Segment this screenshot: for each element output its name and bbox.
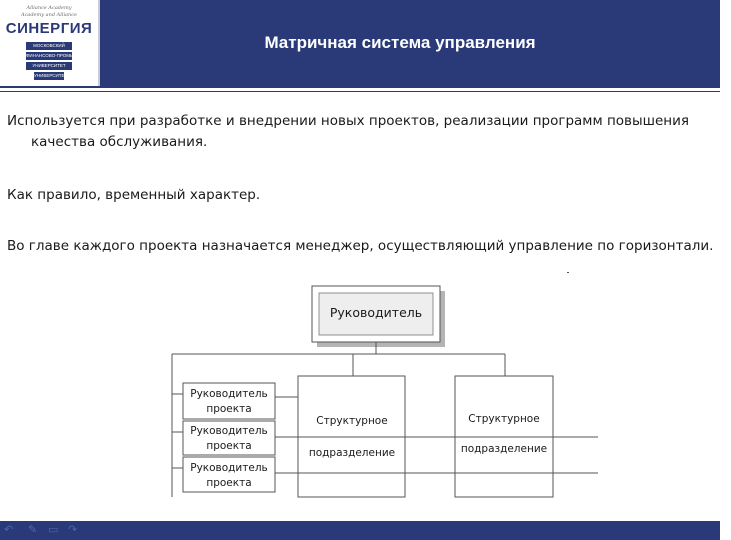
logo-brand: СИНЕРГИЯ: [5, 20, 93, 37]
screen-icon[interactable]: ▭: [48, 523, 59, 536]
logo-ribbon-2: ФИНАНСОВО-ПРОМЫШЛЕННЫЙ: [26, 53, 98, 58]
pm-1-line-1: Руководитель: [190, 388, 268, 400]
logo-script-line-2: Academy and Alliance: [20, 12, 78, 18]
project-manager-box-3: [183, 457, 275, 492]
pm-3-line-1: Руководитель: [190, 462, 268, 474]
pm-2-line-2: проекта: [206, 440, 252, 452]
logo-script-line-1: Alliance Academy: [26, 5, 72, 11]
division-1-line-2: подразделение: [308, 447, 396, 459]
forward-icon[interactable]: ↷: [68, 523, 78, 536]
pm-3-line-2: проекта: [206, 477, 252, 489]
logo-ribbon-4: УНИВЕРСИТЕТ: [34, 73, 68, 78]
paragraph-temporary: Как правило, временный характер.: [7, 187, 261, 203]
pm-1-line-2: проекта: [206, 403, 252, 415]
paragraph-manager: Во главе каждого проекта назначается менеджер, осуществляющий управление по горизонтали.: [7, 238, 714, 254]
pen-icon[interactable]: ✎: [28, 523, 38, 536]
division-1-line-1: Структурное: [316, 415, 388, 427]
logo-ribbon-1: МОСКОВСКИЙ: [26, 42, 72, 50]
pm-2-line-1: Руководитель: [190, 425, 268, 437]
division-2-line-2: подразделение: [460, 443, 548, 455]
division-2-line-1: Структурное: [468, 413, 540, 425]
paragraph-usage: Используется при разработке и внедрении новых проектов, реализации программ повышения качества обслуживания.: [7, 113, 690, 150]
footer-bar: [0, 521, 720, 540]
head-box-label: Руководитель: [329, 305, 423, 320]
logo-ribbon-3: УНИВЕРСИТЕТ: [26, 62, 72, 70]
project-manager-box-2: [183, 421, 275, 455]
page-title: Матричная система управления: [264, 33, 536, 52]
project-manager-box-1: [183, 383, 275, 419]
head-box: [312, 286, 445, 347]
back-icon[interactable]: ↶: [4, 523, 14, 536]
